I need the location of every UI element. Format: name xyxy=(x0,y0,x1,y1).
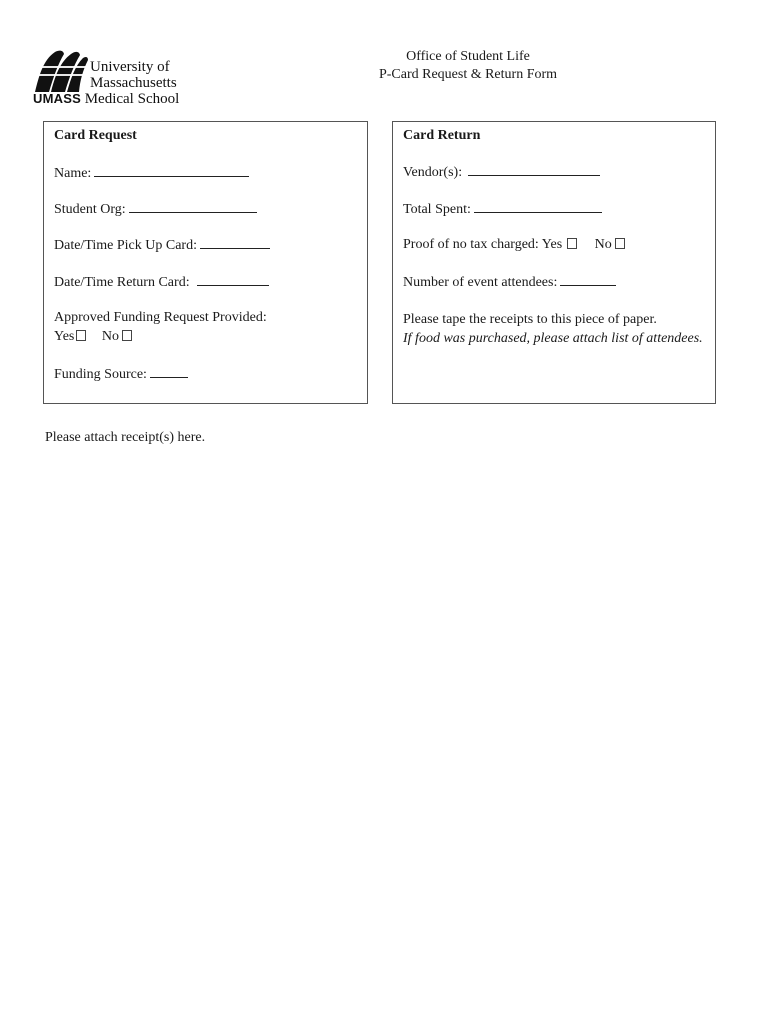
vendor-row xyxy=(403,164,600,181)
pickup-row xyxy=(54,237,270,254)
food-text: If food was purchased, please attach list of attendees. xyxy=(403,331,703,346)
name-field[interactable] xyxy=(94,165,249,177)
return-row xyxy=(54,274,269,291)
funding-row xyxy=(54,366,188,383)
umass-logo-icon xyxy=(33,46,89,94)
logo-text-line3 xyxy=(33,91,179,107)
logo-school: Medical School xyxy=(84,91,180,107)
tax-no-label: No xyxy=(594,237,612,252)
form-title: P-Card Request & Return Form xyxy=(378,67,558,82)
logo-brand: UMASS xyxy=(33,91,81,106)
attach-receipts-note: Please attach receipt(s) here. xyxy=(45,430,206,445)
pickup-label: Date/Time Pick Up Card: xyxy=(54,238,197,253)
tax-no-checkbox[interactable] xyxy=(615,238,625,249)
name-row xyxy=(54,165,249,182)
umass-logo xyxy=(33,46,193,108)
total-spent-label: Total Spent: xyxy=(403,202,471,217)
return-field[interactable] xyxy=(197,274,269,286)
card-request-box xyxy=(43,121,368,404)
approved-yes-checkbox[interactable] xyxy=(76,330,86,341)
tape-text: Please tape the receipts to this piece of paper. xyxy=(403,312,657,327)
return-label: Date/Time Return Card: xyxy=(54,275,190,290)
funding-field[interactable] xyxy=(150,366,188,378)
student-org-row xyxy=(54,201,257,218)
approved-row xyxy=(54,310,267,326)
total-spent-row xyxy=(403,201,602,218)
name-label: Name: xyxy=(54,166,92,181)
logo-text-line2: Massachusetts xyxy=(90,75,177,91)
approved-label: Approved Funding Request Provided: xyxy=(54,310,267,325)
attendees-row xyxy=(403,274,616,291)
funding-label: Funding Source: xyxy=(54,367,147,382)
pickup-field[interactable] xyxy=(200,237,270,249)
form-header xyxy=(333,48,603,84)
office-title: Office of Student Life xyxy=(406,49,530,64)
tax-row xyxy=(403,237,625,253)
approved-no-checkbox[interactable] xyxy=(122,330,132,341)
tax-label: Proof of no tax charged: Yes xyxy=(403,237,563,252)
card-return-box xyxy=(392,121,716,404)
approved-yes-label: Yes xyxy=(54,329,75,344)
tape-instructions xyxy=(403,310,703,348)
approved-no-label: No xyxy=(101,329,119,344)
total-spent-field[interactable] xyxy=(474,201,602,213)
logo-text-line1: University of xyxy=(90,59,170,75)
card-request-title: Card Request xyxy=(54,128,137,143)
vendor-label: Vendor(s): xyxy=(403,165,463,180)
card-return-title: Card Return xyxy=(403,128,481,143)
vendor-field[interactable] xyxy=(468,164,600,176)
student-org-field[interactable] xyxy=(129,201,257,213)
attendees-label: Number of event attendees: xyxy=(403,275,558,290)
student-org-label: Student Org: xyxy=(54,202,126,217)
tax-yes-checkbox[interactable] xyxy=(567,238,577,249)
attendees-field[interactable] xyxy=(560,274,616,286)
approved-options-row xyxy=(54,329,132,345)
